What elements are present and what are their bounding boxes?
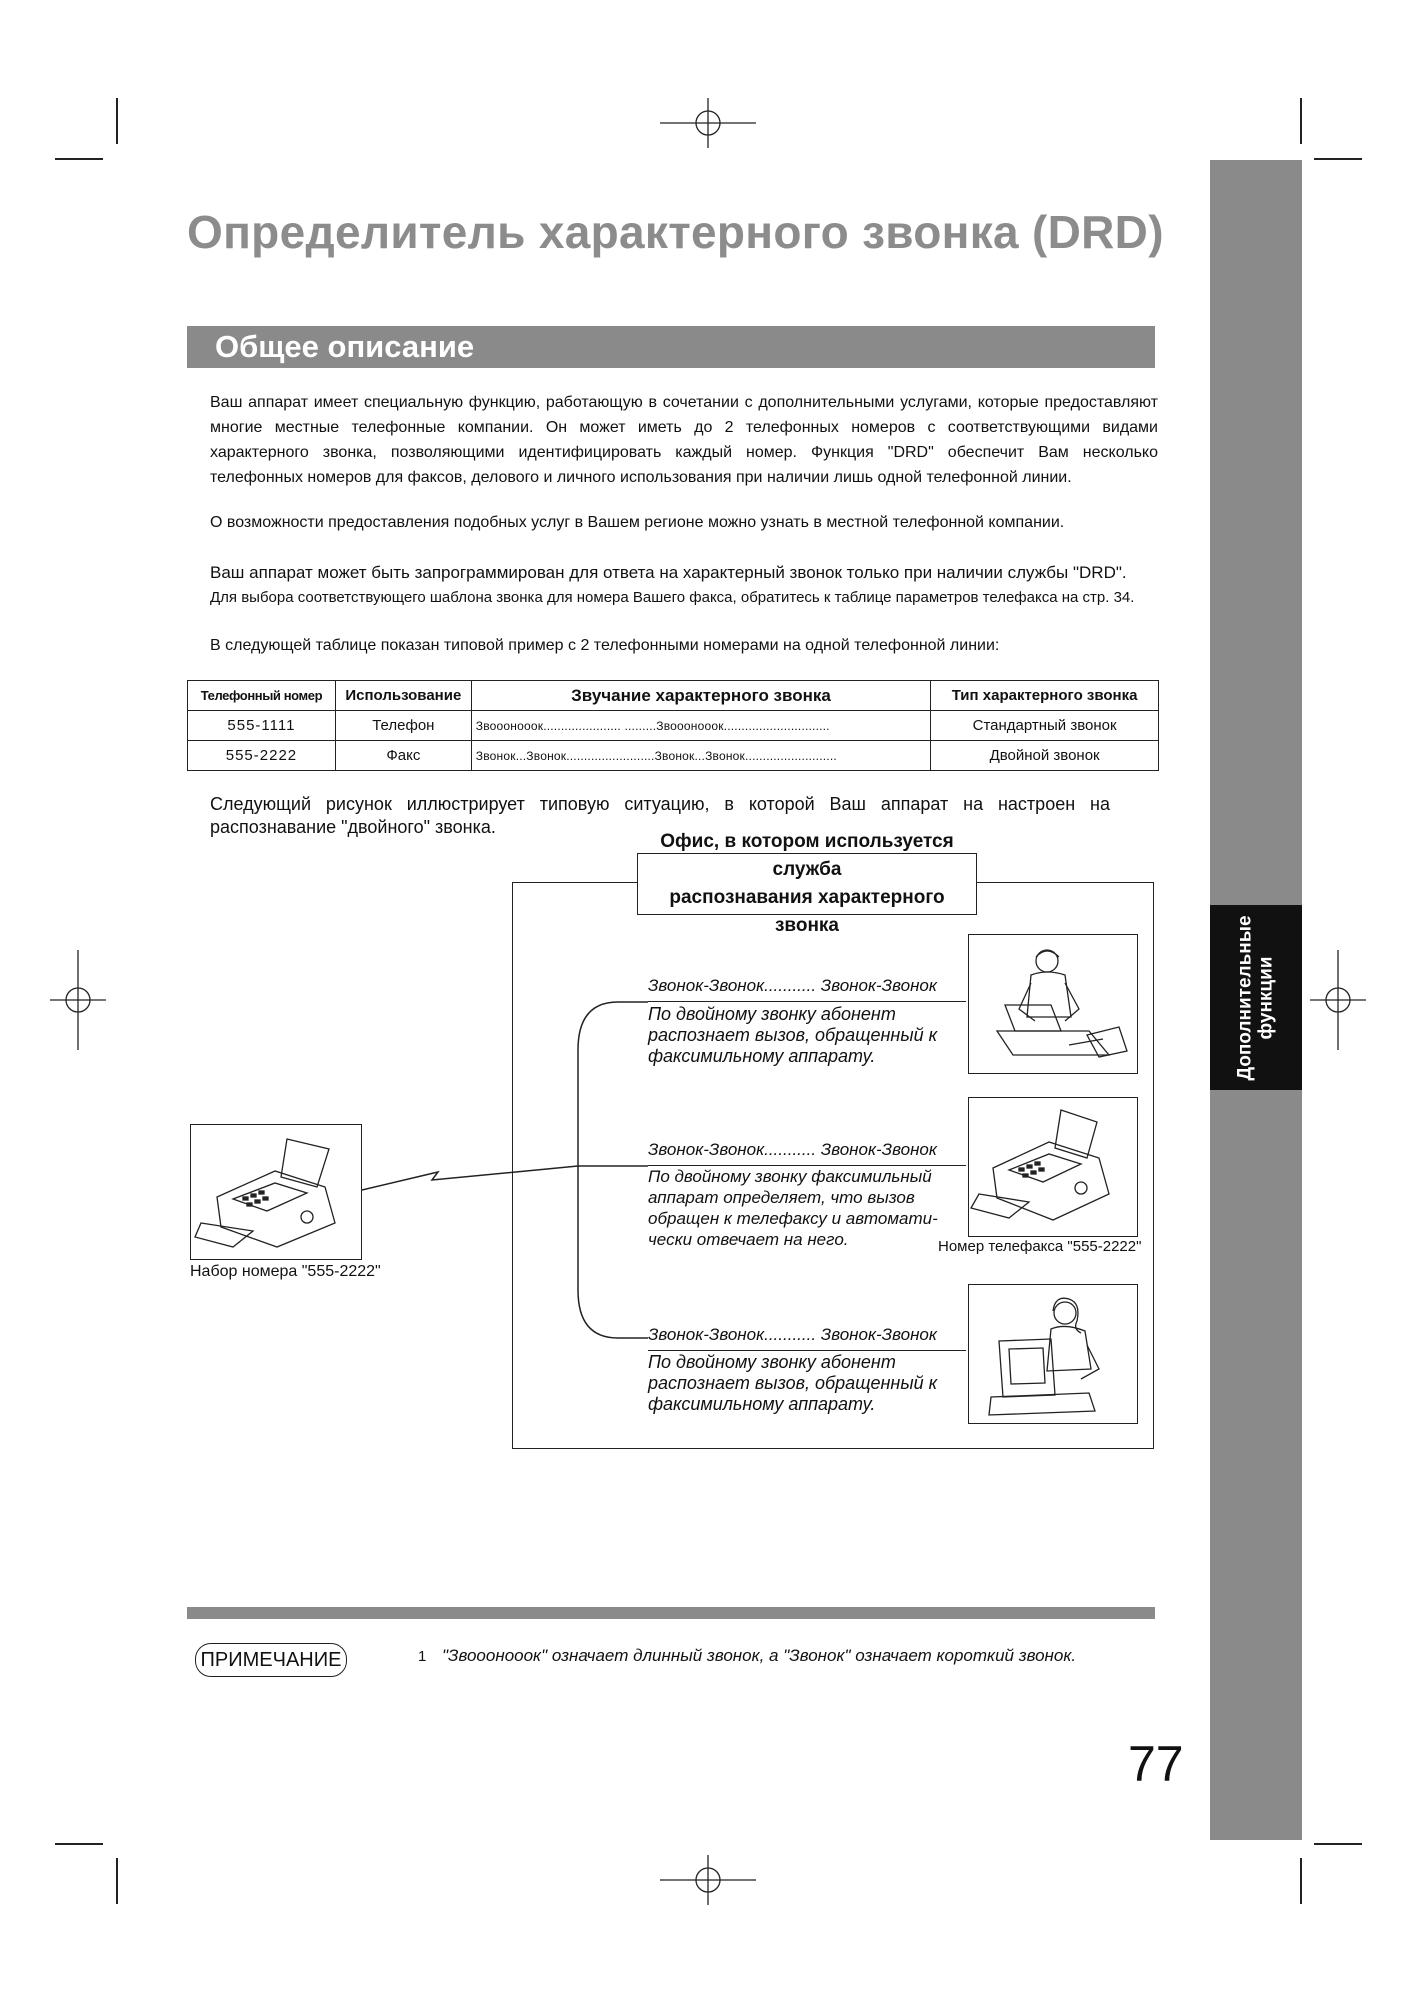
header-ring-sound: Звучание характерного звонка [471, 681, 930, 711]
woman-icon [969, 1285, 1137, 1423]
side-tab-line1: Дополнительные [1235, 914, 1257, 1081]
cell-type: Двойной звонок [931, 741, 1159, 771]
page-title: Определитель характерного звонка (DRD) [187, 206, 1164, 258]
availability-paragraph: О возможности предоставления подобных услуг в Вашем регионе можно узнать в местной телефонной компании. [210, 514, 1065, 531]
cell-number: 555-2222 [188, 741, 336, 771]
man-icon [969, 935, 1137, 1073]
office-label-line1: Офис, в котором используется служба [660, 831, 954, 880]
office-label-line2: распознавания характерного звонка [669, 887, 945, 936]
note-badge: ПРИМЕЧАНИЕ [195, 1643, 347, 1677]
header-phone-number: Телефонный номер [188, 681, 336, 711]
branch-description-3: По двойному звонку абонент распознает вызов, обращенный к факсимильному аппарату. [648, 1352, 938, 1414]
branch-description-2: По двойному звонку факсимильный аппарат определяет, что вызов обращен к телефаксу и автомати- чески отвечает на него. [648, 1167, 938, 1249]
header-ring-type: Тип характерного звонка [931, 681, 1159, 711]
ring-pattern-1: Звонок-Звонок........... Звонок-Звонок [648, 976, 937, 995]
cell-type: Стандартный звонок [931, 711, 1159, 741]
cell-usage: Телефон [335, 711, 471, 741]
man-at-phone-illustration [968, 934, 1138, 1074]
note-text: "Звоооноoок" означает длинный звонок, а "Звонок" означает короткий звонок. [442, 1646, 1077, 1665]
cell-pattern: Звоооноoок...................... .........Звоооноoок.............................. [471, 711, 930, 741]
header-usage: Использование [335, 681, 471, 711]
fax-machine-illustration [968, 1097, 1138, 1237]
section-title: Общее описание [215, 329, 475, 364]
cell-usage: Факс [335, 741, 471, 771]
bottom-rule [187, 1607, 1155, 1619]
cell-pattern: Звонок...Звонок.........................Звонок...Звонок.......................... [471, 741, 930, 771]
figure-intro-paragraph: Следующий рисунок иллюстрирует типовую ситуацию, в которой Ваш аппарат на настроен на распознавание "двойного" звонка. [210, 794, 1110, 837]
fax-icon [969, 1098, 1137, 1236]
intro-paragraph: Ваш аппарат имеет специальную функцию, работающую в сочетании с дополнительными услугами, которые предоставляют многие местные телефонные компании. Он может иметь до 2 телефонных номеров с соответствующими видами характерного звонка, позволяющими идентифицировать каждый номер. Функция "DRD" обеспечит Вам несколько телефонных номеров для факсов, делового и личного использования при наличии лишь одной телефонной линии. [210, 394, 1158, 486]
woman-at-computer-illustration [968, 1284, 1138, 1424]
dial-number-label: Набор номера "555-2222" [190, 1263, 381, 1280]
drd-service-paragraph: Ваш аппарат может быть запрограммирован для ответа на характерный звонок только при наличии службы "DRD". [210, 563, 1127, 582]
cell-number: 555-1111 [188, 711, 336, 741]
pattern-reference-paragraph: Для выбора соответствующего шаблона звонка для номера Вашего факса, обратитесь к таблице параметров телефакса на стр. 34. [210, 589, 1135, 606]
branch-description-1: По двойному звонку абонент распознает вызов, обращенный к факсимильному аппарату. [648, 1004, 938, 1066]
ring-pattern-3: Звонок-Звонок........... Звонок-Звонок [648, 1325, 937, 1344]
fax-icon [191, 1125, 361, 1259]
divider [648, 1001, 966, 1002]
side-tab-line2: функции [1256, 956, 1278, 1039]
table-intro-paragraph: В следующей таблице показан типовой пример с 2 телефонными номерами на одной телефонной линии: [210, 637, 1000, 654]
ring-pattern-2: Звонок-Звонок........... Звонок-Звонок [648, 1140, 937, 1159]
fax-number-label: Номер телефакса "555-2222" [938, 1238, 1142, 1255]
office-label [637, 831, 977, 936]
sender-fax-illustration [190, 1124, 362, 1260]
page-number: 77 [1128, 1736, 1184, 1792]
note-number: 1 [418, 1648, 427, 1665]
